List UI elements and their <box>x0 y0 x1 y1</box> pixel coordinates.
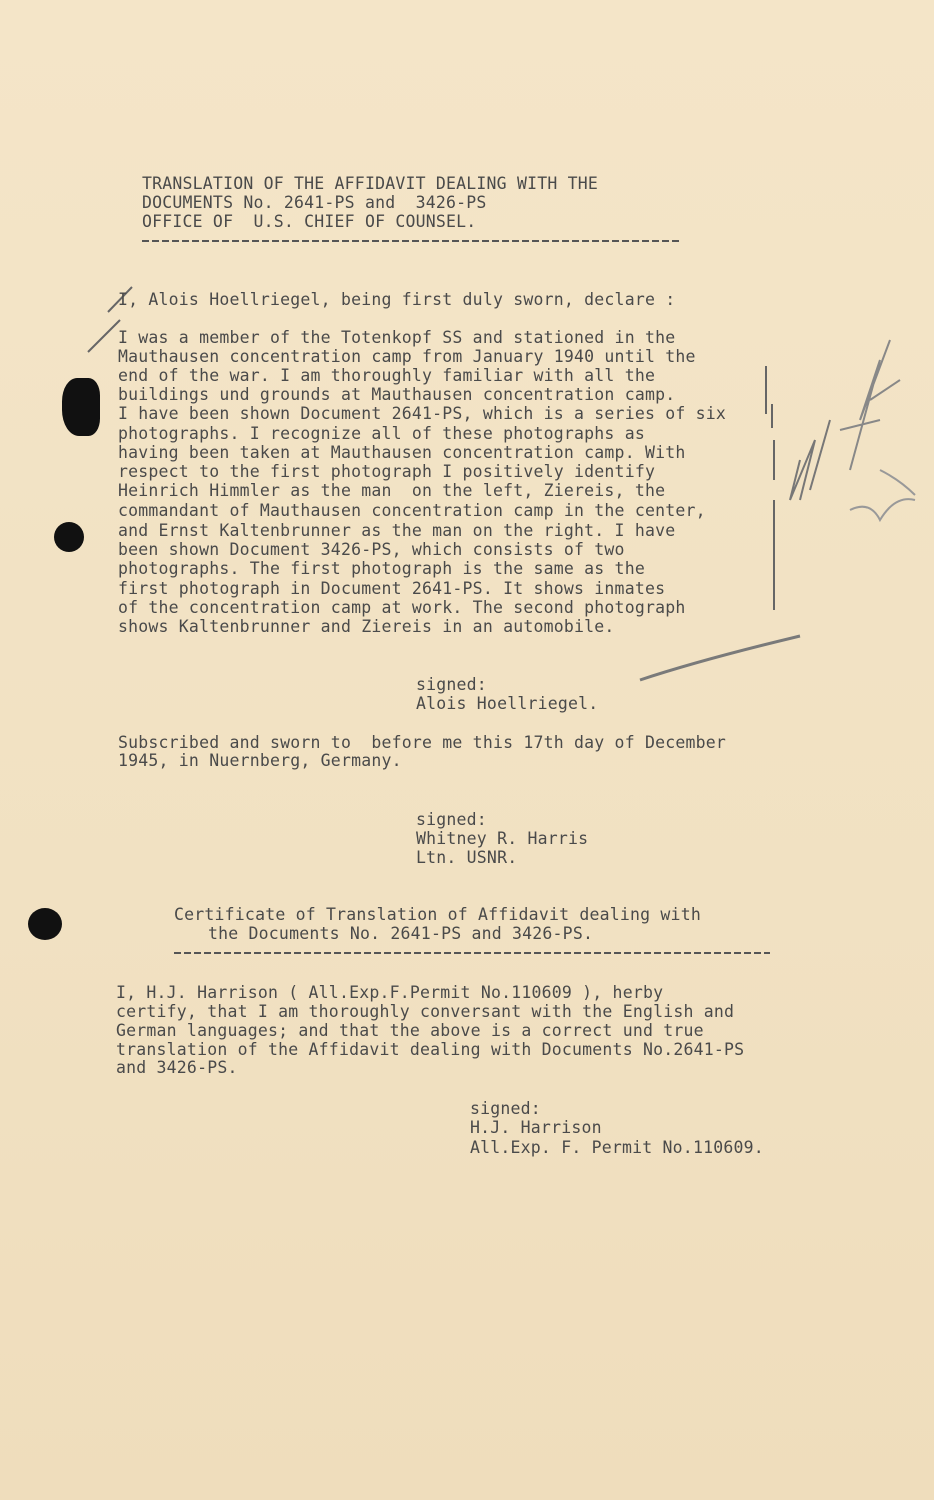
signature-3-label: signed: <box>470 1099 541 1118</box>
margin-line-1 <box>765 366 767 414</box>
certificate-heading-line-2: the Documents No. 2641-PS and 3426-PS. <box>208 924 594 943</box>
sworn-line-2: 1945, in Nuernberg, Germany. <box>118 751 402 770</box>
body-line: and Ernst Kaltenbrunner as the man on the right. I have <box>118 521 676 540</box>
signature-1-label: signed: <box>416 675 487 694</box>
body-line: end of the war. I am thoroughly familiar with all the <box>118 366 656 385</box>
certificate-line: German languages; and that the above is a correct und true <box>116 1021 704 1040</box>
margin-line-4 <box>773 500 775 610</box>
declaration-intro: I, Alois Hoellriegel, being first duly sworn, declare : <box>118 290 676 309</box>
signature-1-name: Alois Hoellriegel. <box>416 694 599 713</box>
heading-rule <box>142 240 682 242</box>
signature-2-name: Whitney R. Harris <box>416 829 589 848</box>
margin-line-2 <box>771 404 773 428</box>
body-line: shows Kaltenbrunner and Ziereis in an automobile. <box>118 617 615 636</box>
body-line: of the concentration camp at work. The second photograph <box>118 598 686 617</box>
certificate-rule <box>174 952 770 954</box>
certificate-line: and 3426-PS. <box>116 1058 238 1077</box>
body-line: buildings und grounds at Mauthausen concentration camp. <box>118 385 676 404</box>
body-line: Heinrich Himmler as the man on the left, Ziereis, the <box>118 481 666 500</box>
body-line: been shown Document 3426-PS, which consists of two <box>118 540 625 559</box>
body-line: photographs. The first photograph is the same as the <box>118 559 645 578</box>
certificate-line: translation of the Affidavit dealing with Documents No.2641-PS <box>116 1040 745 1059</box>
heading-line-3: OFFICE OF U.S. CHIEF OF COUNSEL. <box>142 212 477 231</box>
margin-line-3 <box>773 440 775 480</box>
certificate-line: I, H.J. Harrison ( All.Exp.F.Permit No.110609 ), herby <box>116 983 664 1002</box>
body-line: first photograph in Document 2641-PS. It shows inmates <box>118 579 666 598</box>
body-line: commandant of Mauthausen concentration camp in the center, <box>118 501 706 520</box>
heading-line-1: TRANSLATION OF THE AFFIDAVIT DEALING WITH THE <box>142 174 599 193</box>
sworn-line-1: Subscribed and sworn to before me this 17th day of December <box>118 733 727 752</box>
body-line: I have been shown Document 2641-PS, which is a series of six <box>118 404 727 423</box>
body-line: having been taken at Mauthausen concentration camp. With <box>118 443 686 462</box>
body-line: photographs. I recognize all of these photographs as <box>118 424 645 443</box>
signature-3-name: H.J. Harrison <box>470 1118 602 1137</box>
signature-2-rank: Ltn. USNR. <box>416 848 518 867</box>
certificate-line: certify, that I am thoroughly conversant with the English and <box>116 1002 735 1021</box>
signature-3-permit: All.Exp. F. Permit No.110609. <box>470 1138 764 1157</box>
certificate-heading-line-1: Certificate of Translation of Affidavit dealing with <box>174 905 701 924</box>
heading-line-2: DOCUMENTS No. 2641-PS and 3426-PS <box>142 193 487 212</box>
signature-2-label: signed: <box>416 810 487 829</box>
body-line: respect to the first photograph I positively identify <box>118 462 656 481</box>
body-line: I was a member of the Totenkopf SS and stationed in the <box>118 328 676 347</box>
body-line: Mauthausen concentration camp from January 1940 until the <box>118 347 696 366</box>
